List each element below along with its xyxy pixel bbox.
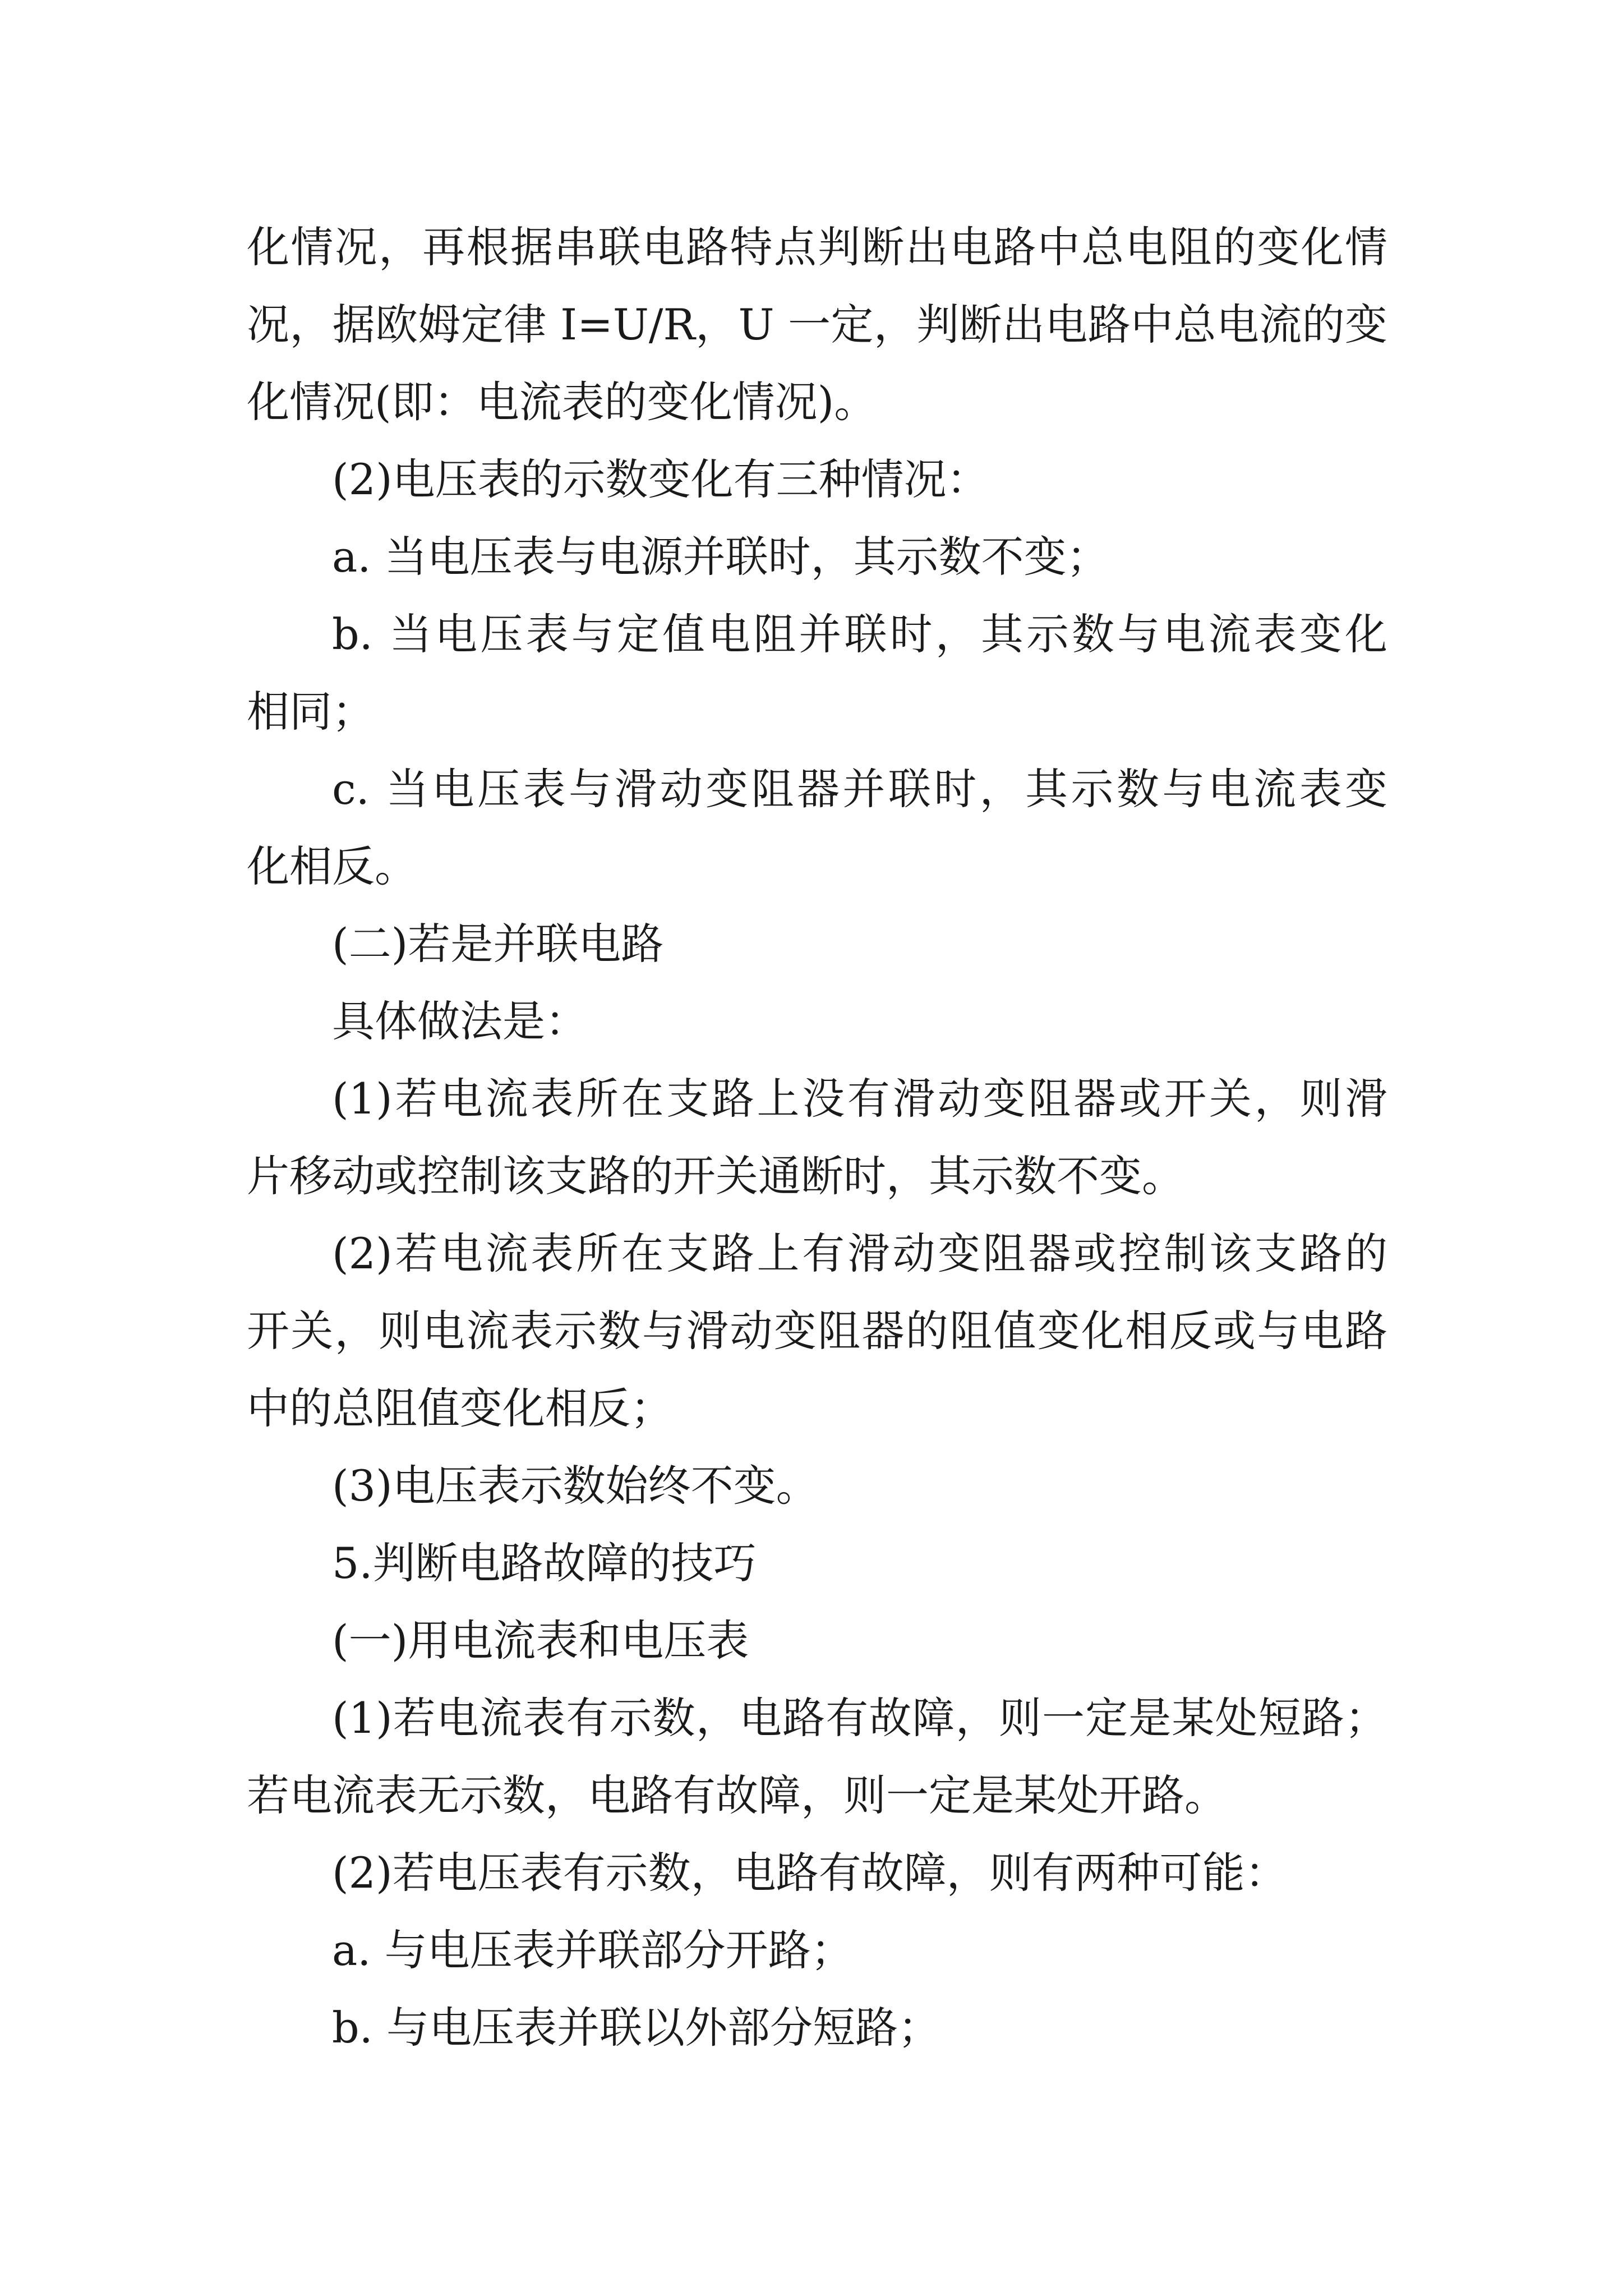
text-line: 中的总阻值变化相反； [247, 1383, 673, 1433]
text-line: 若电流表无示数，电路有故障，则一定是某处开路。 [247, 1770, 1227, 1820]
text-line: b. 当电压表与定值电阻并联时，其示数与电流表变化 [332, 609, 1387, 659]
text-line: (一)用电流表和电压表 [332, 1616, 749, 1665]
text-line: (2)若电压表有示数，电路有故障，则有两种可能： [332, 1848, 1288, 1898]
text-line: 化相反。 [247, 841, 417, 891]
text-line: (二)若是并联电路 [332, 919, 664, 969]
text-line: 具体做法是： [332, 996, 588, 1046]
text-line: 5.判断电路故障的技巧 [332, 1538, 757, 1588]
text-line: 况，据欧姆定律 I=U/R，U 一定，判断出电路中总电流的变 [247, 300, 1387, 349]
text-line: (2)若电流表所在支路上有滑动变阻器或控制该支路的 [332, 1228, 1387, 1278]
text-line: 开关，则电流表示数与滑动变阻器的阻值变化相反或与电路 [247, 1306, 1387, 1356]
text-line: 相同； [247, 687, 375, 737]
text-line: (1)若电流表有示数，电路有故障，则一定是某处短路； [332, 1693, 1387, 1743]
text-line: (2)电压表的示数变化有三种情况： [332, 454, 989, 504]
text-line: a. 与电压表并联部分开路； [332, 1925, 854, 1975]
text-line: 化情况(即：电流表的变化情况)。 [247, 377, 877, 427]
text-line: c. 当电压表与滑动变阻器并联时，其示数与电流表变 [332, 764, 1387, 814]
body-text [247, 209, 1387, 2067]
text-line: 片移动或控制该支路的开关通断时，其示数不变。 [247, 1151, 1184, 1201]
text-line: b. 与电压表并联以外部分短路； [332, 2003, 940, 2053]
text-line: (1)若电流表所在支路上没有滑动变阻器或开关，则滑 [332, 1074, 1387, 1124]
text-line: 化情况，再根据串联电路特点判断出电路中总电阻的变化情 [247, 222, 1387, 272]
text-line: a. 当电压表与电源并联时，其示数不变； [332, 532, 1109, 582]
text-line: (3)电压表示数始终不变。 [332, 1461, 819, 1511]
